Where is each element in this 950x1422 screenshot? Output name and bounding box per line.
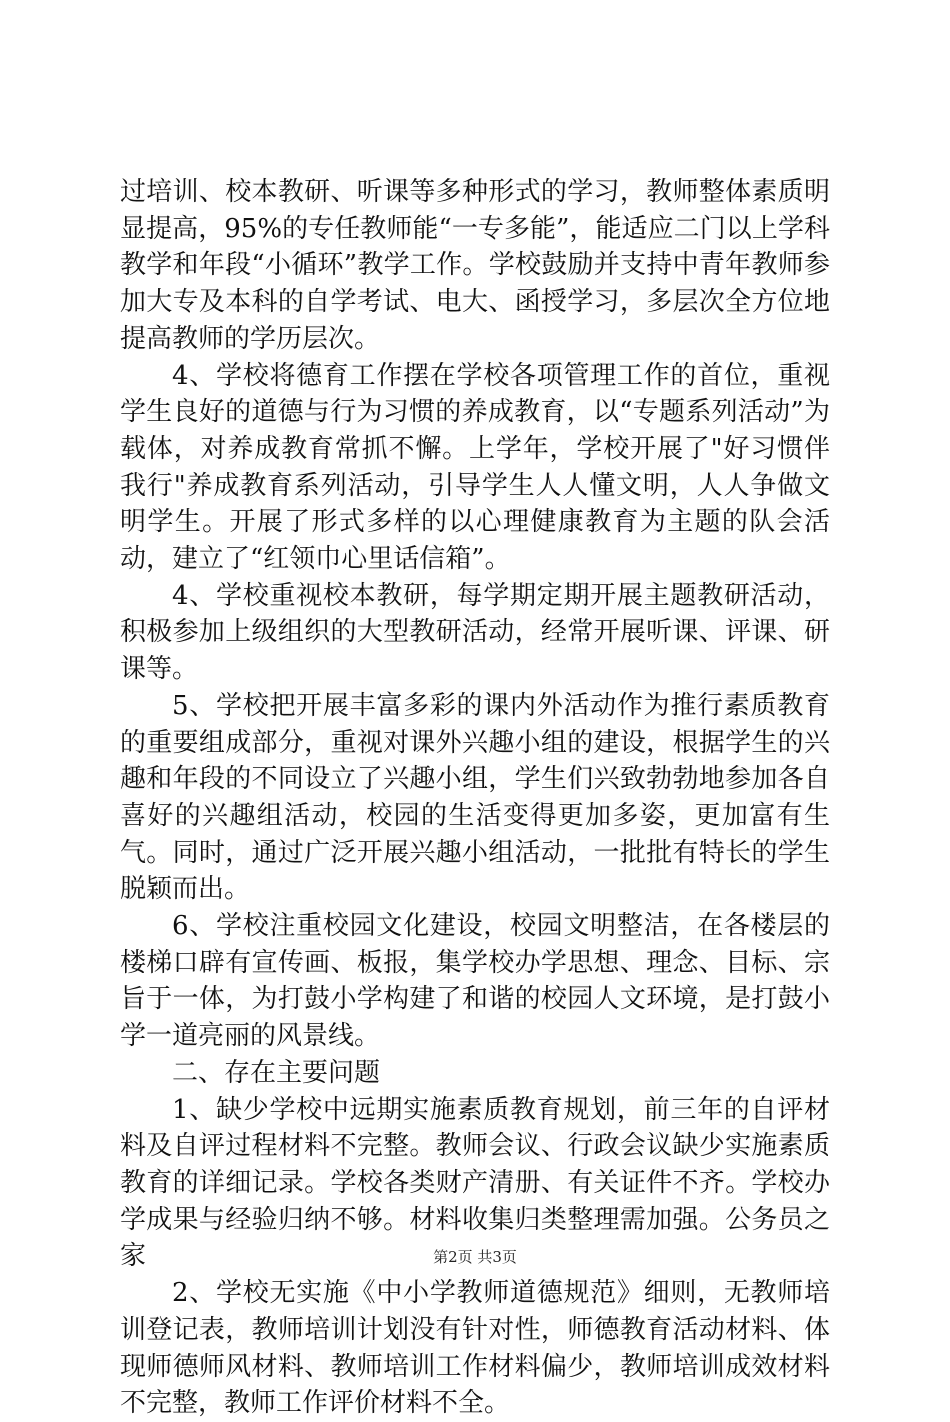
paragraph-problem-1: 1、缺少学校中远期实施素质教育规划，前三年的自评材料及自评过程材料不完整。教师会议、行政会议缺少实施素质教育的详细记录。学校各类财产清册、有关证件不齐。学校办学成果与经验归纳不够。材料收集归类整理需加强。公务员之家 bbox=[120, 1094, 830, 1272]
paragraph-teaching-research: 4、学校重视校本教研，每学期定期开展主题教研活动，积极参加上级组织的大型教研活动，经常开展听课、评课、研课等。 bbox=[120, 580, 830, 685]
paragraph-problem-2: 2、学校无实施《中小学教师道德规范》细则，无教师培训登记表，教师培训计划没有针对性，师德教育活动材料、体现师德师风材料、教师培训工作材料偏少，教师培训成效材料不完整，教师工作评价材料不全。 bbox=[120, 1278, 830, 1419]
page-number: 第2页 共3页 bbox=[433, 1248, 517, 1266]
document-body bbox=[120, 174, 830, 1422]
section-heading-problems: 二、存在主要问题 bbox=[172, 1057, 381, 1088]
paragraph-extracurricular: 5、学校把开展丰富多彩的课内外活动作为推行素质教育的重要组成部分，重视对课外兴趣小组的建设，根据学生的兴趣和年段的不同设立了兴趣小组，学生们兴致勃勃地参加各自喜好的兴趣组活动，校园的生活变得更加多姿，更加富有生气。同时，通过广泛开展兴趣小组活动，一批批有特长的学生脱颖而出。 bbox=[120, 690, 830, 905]
page-footer bbox=[0, 1247, 950, 1267]
paragraph-moral-education: 4、学校将德育工作摆在学校各项管理工作的首位，重视学生良好的道德与行为习惯的养成教育，以“专题系列活动”为载体，对养成教育常抓不懈。上学年，学校开展了"好习惯伴我行"养成教育系列活动，引导学生人人懂文明，人人争做文明学生。开展了形式多样的以心理健康教育为主题的队会活动，建立了“红领巾心里话信箱”。 bbox=[120, 360, 830, 575]
paragraph-campus-culture: 6、学校注重校园文化建设，校园文明整洁，在各楼层的楼梯口辟有宣传画、板报，集学校办学思想、理念、目标、宗旨于一体，为打鼓小学构建了和谐的校园人文环境，是打鼓小学一道亮丽的风景线。 bbox=[120, 911, 830, 1052]
paragraph-continuation: 过培训、校本教研、听课等多种形式的学习，教师整体素质明显提高，95%的专任教师能“一专多能”，能适应二门以上学科教学和年段“小循环”教学工作。学校鼓励并支持中青年教师参加大专及本科的自学考试、电大、函授学习，多层次全方位地提高教师的学历层次。 bbox=[120, 177, 830, 354]
